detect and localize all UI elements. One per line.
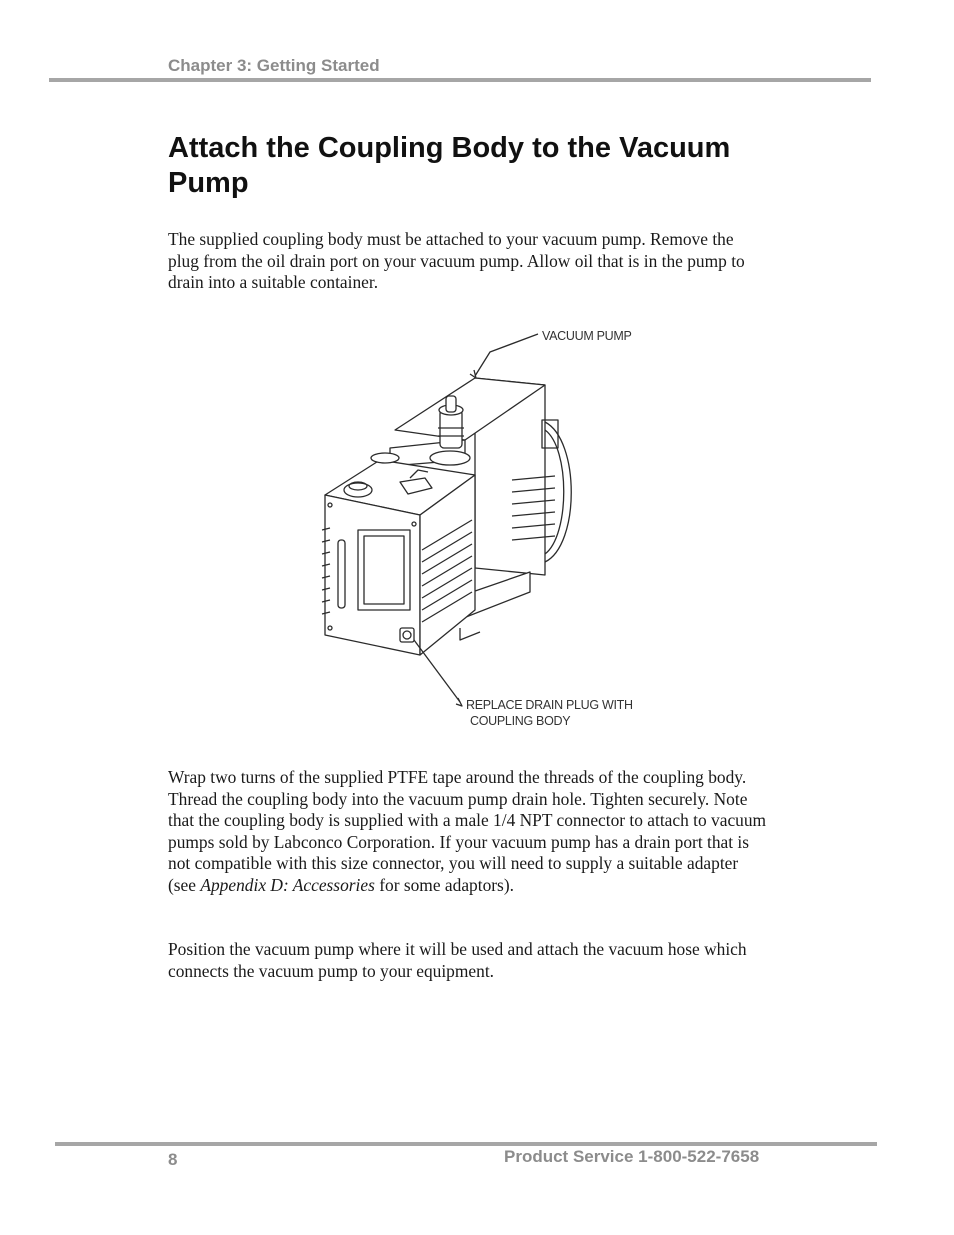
section-title: Attach the Coupling Body to the Vacuum Pump: [168, 132, 731, 199]
header-rule: [49, 78, 871, 82]
position-pump-paragraph: Position the vacuum pump where it will be used and attach the vacuum hose which connects the vacuum pump to your equipment.: [168, 939, 747, 981]
drain-plug-label-line2: COUPLING BODY: [470, 714, 571, 728]
footer-rule: [55, 1142, 877, 1146]
page-number: 8: [168, 1150, 178, 1169]
ptfe-text-after: for some adaptors).: [374, 874, 514, 895]
ptfe-text-before: Wrap two turns of the supplied PTFE tape around the threads of the coupling body. Thread the coupling body into the vacuum pump drain hole. Tighten securely. Note that the coupling body is supplied with a male 1/4 NPT connector to attach to vacuum pumps sold by Labconco Corporation. If your vacuum pump has a drain port that is not compatible with this size connector, you will need to supply a suitable adapter (see: [168, 767, 767, 895]
appendix-reference: Appendix D: Accessories: [200, 874, 375, 895]
chapter-running-head: Chapter 3: Getting Started: [168, 56, 380, 75]
vacuum-pump-illustration: [290, 310, 650, 740]
vacuum-pump-label: VACUUM PUMP: [542, 329, 632, 343]
product-service-phone: Product Service 1-800-522-7658: [504, 1147, 760, 1166]
ptfe-tape-paragraph: [168, 767, 768, 897]
intro-paragraph: The supplied coupling body must be attached to your vacuum pump. Remove the plug from the oil drain port on your vacuum pump. Allow oil that is in the pump to drain into a suitable container.: [168, 229, 745, 293]
drain-plug-label-line1: REPLACE DRAIN PLUG WITH: [466, 698, 633, 712]
